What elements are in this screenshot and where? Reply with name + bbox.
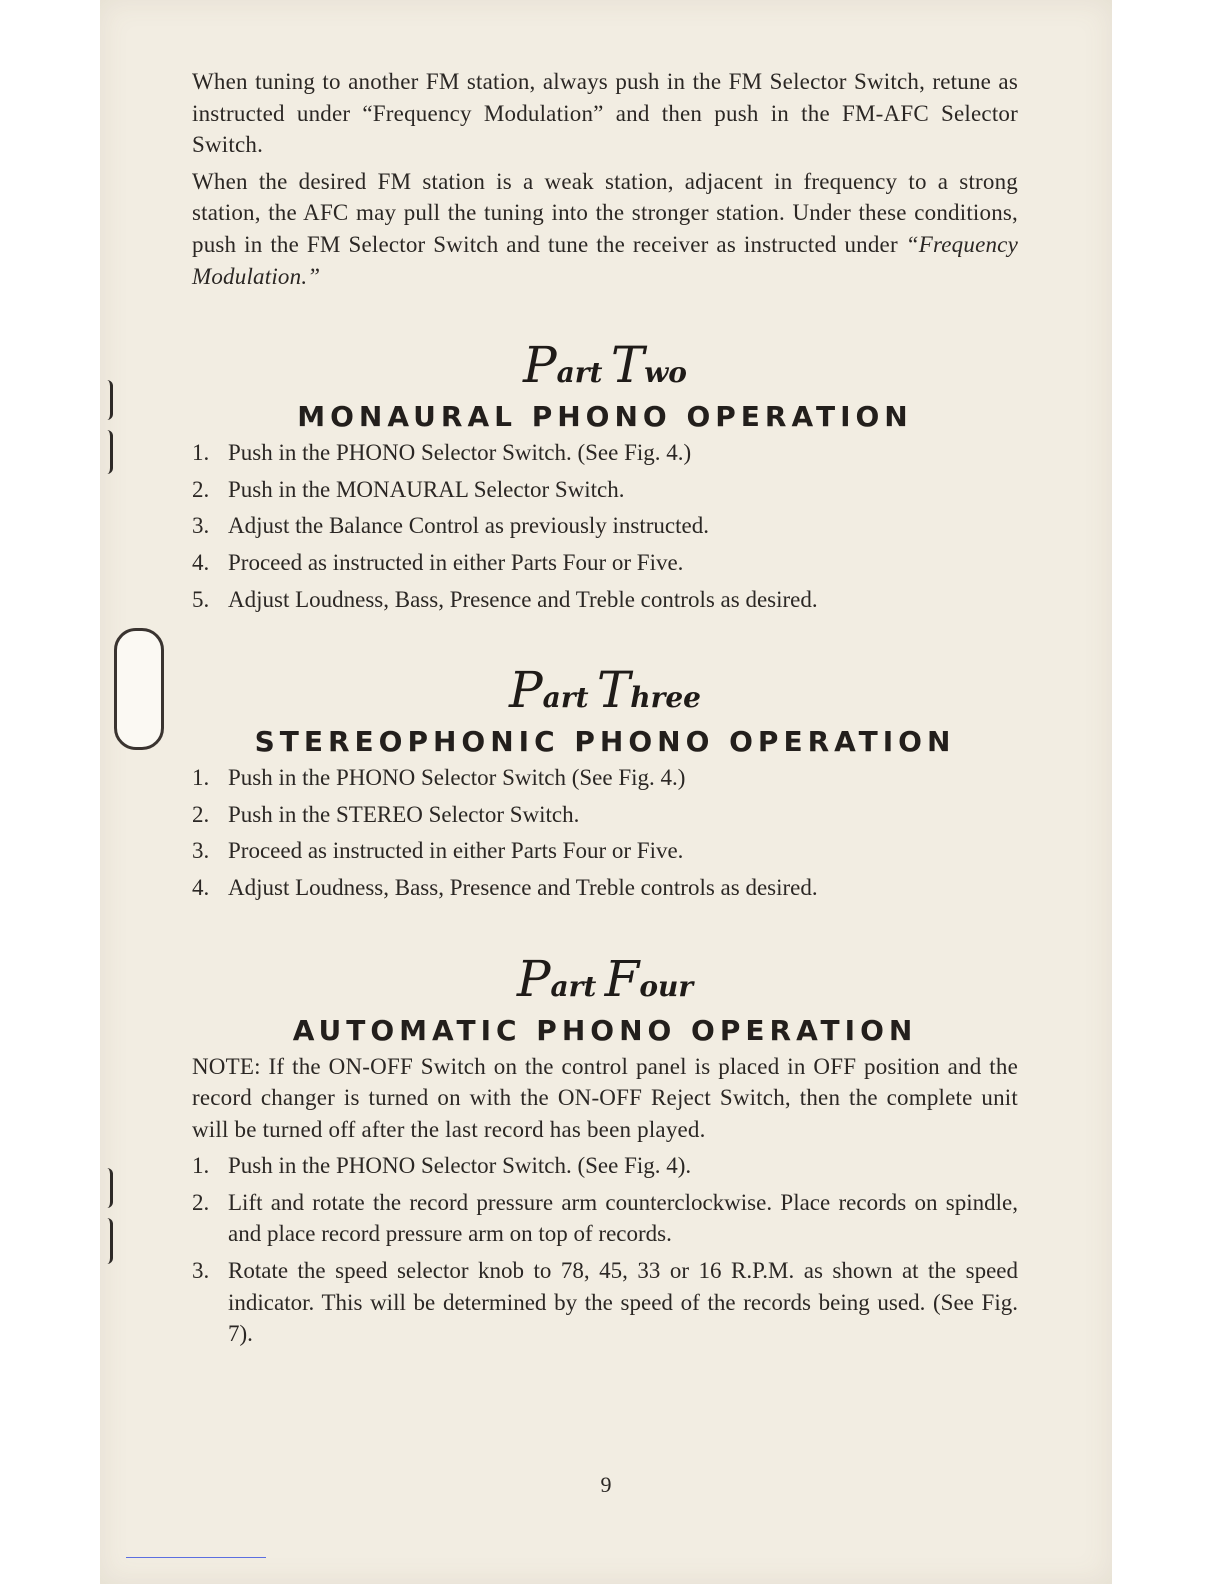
list-item: 4. Proceed as instructed in either Parts Four or Five. bbox=[192, 549, 684, 575]
list-item: 1. Push in the PHONO Selector Switch (See Fig. 4.) bbox=[192, 765, 686, 791]
binding-mark bbox=[104, 380, 113, 420]
footer-rule bbox=[126, 1557, 266, 1558]
intro-paragraph-2-text: When the desired FM station is a weak station, adjacent in frequency to a strong station, the AFC may pull the tuning into the stronger station. Under these conditions, push in the FM Selector Switch and tune the receiver as instructed under bbox=[192, 168, 1018, 257]
frequency-modulation-reference: “Frequency Modulation.” bbox=[192, 231, 1018, 289]
binding-mark bbox=[104, 430, 113, 474]
intro-paragraph-2 bbox=[192, 166, 1018, 292]
part-four-heading: Part Four bbox=[516, 949, 694, 1008]
binding-hole bbox=[114, 628, 164, 750]
page-content bbox=[192, 66, 1018, 1355]
list-item: 1. Push in the PHONO Selector Switch. (See Fig. 4). bbox=[192, 1153, 692, 1179]
page-number: 9 bbox=[600, 1472, 612, 1497]
part-three-heading: Part Three bbox=[509, 661, 701, 720]
list-item: 2. Push in the STEREO Selector Switch. bbox=[192, 801, 580, 827]
part-two-heading: Part Two bbox=[523, 336, 687, 395]
stereophonic-phono-title: STEREOPHONIC PHONO OPERATION bbox=[254, 725, 956, 759]
part-three-steps bbox=[192, 762, 1018, 903]
intro-paragraph-1: When tuning to another FM station, always push in the FM Selector Switch, retune as instructed under “Frequency Modulation” and then push in the FM-AFC Selector Switch. bbox=[192, 69, 1018, 158]
automatic-phono-title: AUTOMATIC PHONO OPERATION bbox=[292, 1013, 918, 1047]
list-item: 4. Adjust Loudness, Bass, Presence and Treble controls as desired. bbox=[192, 874, 818, 900]
part-four-steps bbox=[192, 1150, 1018, 1350]
list-item: 3. Rotate the speed selector knob to 78, 45, 33 or 16 R.P.M. as shown at the speed indicator. This will be determined by the speed of the records being used. (See Fig. 7). bbox=[192, 1258, 1018, 1347]
list-item: 1. Push in the PHONO Selector Switch. (See Fig. 4.) bbox=[192, 440, 692, 466]
monaural-phono-title: MONAURAL PHONO OPERATION bbox=[297, 400, 913, 434]
note-paragraph: NOTE: If the ON-OFF Switch on the control panel is placed in OFF position and the record changer is turned on with the ON-OFF Reject Switch, then the complete unit will be turned off after the last record has been played. bbox=[192, 1053, 1018, 1142]
list-item: 5. Adjust Loudness, Bass, Presence and Treble controls as desired. bbox=[192, 586, 818, 612]
list-item: 2. Push in the MONAURAL Selector Switch. bbox=[192, 476, 625, 502]
manual-page bbox=[100, 0, 1112, 1584]
list-item: 2. Lift and rotate the record pressure arm counterclockwise. Place records on spindle, and place record pressure arm on top of records. bbox=[192, 1189, 1018, 1247]
binding-mark bbox=[104, 1168, 113, 1208]
binding-mark bbox=[104, 1218, 113, 1264]
part-two-steps bbox=[192, 437, 1018, 615]
list-item: 3. Adjust the Balance Control as previously instructed. bbox=[192, 513, 709, 539]
list-item: 3. Proceed as instructed in either Parts Four or Five. bbox=[192, 838, 684, 864]
